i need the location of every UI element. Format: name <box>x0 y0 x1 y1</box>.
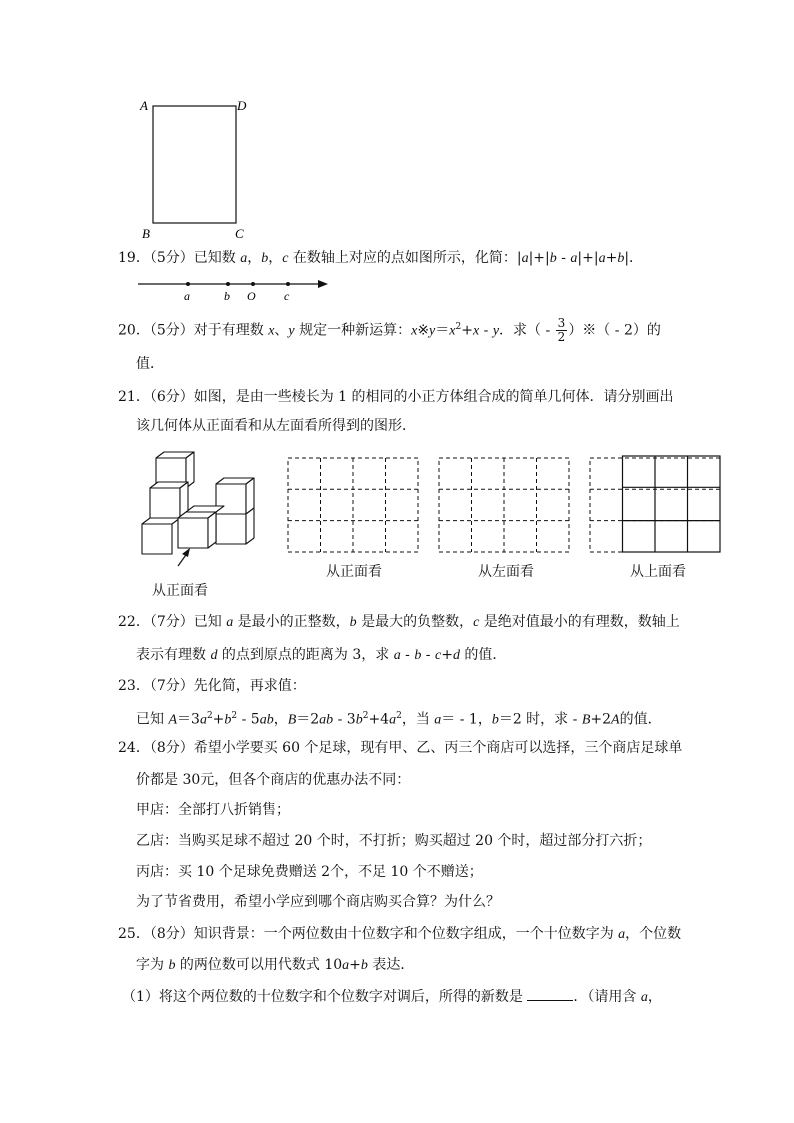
answer-blank[interactable] <box>527 986 573 1001</box>
question-25-line1: 25．（8分）知识背景：一个两位数由十位数字和个位数字组成，一个十位数字为 a，个位数 <box>118 926 682 942</box>
point-o-label: O <box>247 289 256 303</box>
vertex-d-label: D <box>237 98 247 113</box>
question-25-part1: （1）将这个两位数的十位数字和个位数字对调后，所得的新数是 ．（请用含 a， <box>122 986 662 1008</box>
point-b-label: b <box>224 289 230 303</box>
question-24-line4: 乙店：当购买足球不超过 20 个时，不打折；购买超过 20 个时，超过部分打六折； <box>136 833 652 849</box>
point-c-label: c <box>284 289 290 303</box>
vertex-b-label: B <box>142 226 150 241</box>
point-b <box>226 282 230 286</box>
top-view-grid <box>588 454 722 554</box>
arrow-right-icon <box>318 280 328 288</box>
rectangle-abcd <box>153 106 236 223</box>
vertex-a-label: A <box>140 98 148 113</box>
question-24-line3: 甲店：全部打八折销售； <box>136 802 290 818</box>
question-21-line1: 21．（6分）如图，是由一些棱长为 1 的相同的小正方体组合成的简单几何体．请分别画出 <box>118 389 674 405</box>
left-view-caption: 从左面看 <box>478 563 534 579</box>
point-c <box>286 282 290 286</box>
question-22-line1: 22．（7分）已知 a 是最小的正整数，b 是最大的负整数，c 是绝对值最小的有理数，数轴上 <box>118 614 680 630</box>
rectangle-abcd-figure <box>136 96 256 242</box>
vertex-c-label: C <box>235 226 244 241</box>
fraction-three-halves: $\frac{3}{2}$ <box>557 316 566 345</box>
point-a <box>186 282 190 286</box>
question-24-line6: 为了节省费用，希望小学应到哪个商店购买合算？为什么？ <box>136 894 500 910</box>
question-24-line2: 价都是 30元，但各个商店的优惠办法不同： <box>136 772 411 788</box>
cube-solid-figure <box>138 448 262 580</box>
top-view-caption: 从上面看 <box>630 563 686 579</box>
point-a-label: a <box>184 289 190 303</box>
question-25-line2: 字为 b 的两位数可以用代数式 10a+b 表达． <box>136 957 415 973</box>
question-20-line2: 值． <box>136 356 164 372</box>
solid-caption: 从正面看 <box>152 582 208 598</box>
question-24-line1: 24．（8分）希望小学要买 60 个足球，现有甲、乙、丙三个商店可以选择，三个商店足球单 <box>118 740 683 756</box>
arrow-up-icon <box>182 548 190 557</box>
question-23-line2: 已知 $A=3a^2+b^2 - 5ab$，$B=2ab - 3b^2+4a^2$，当 a＝ - 1，b＝2 时，求 - B+2A的值． <box>136 711 662 728</box>
number-line <box>136 274 336 304</box>
question-20: 20．（5分）对于有理数 x、y 规定一种新运算：$x※y=x^2+x - y$．求（ - $\frac{3}{2}$ ）※（ - 2）的 <box>118 316 661 345</box>
left-view-grid <box>437 456 571 554</box>
question-19: 19．（5分）已知数 a，b，c 在数轴上对应的点如图所示，化简：|a|+|b - a|+|a+b|． <box>118 250 644 266</box>
question-22-line2: 表示有理数 d 的点到原点的距离为 3，求 a - b - c+d 的值． <box>136 647 507 663</box>
front-view-grid <box>286 456 420 554</box>
question-23-line1: 23．（7分）先化简，再求值： <box>118 678 306 694</box>
question-24-line5: 丙店：买 10 个足球免费赠送 2个，不足 10 个不赠送； <box>136 864 483 880</box>
front-view-caption: 从正面看 <box>326 563 382 579</box>
point-o <box>251 282 255 286</box>
question-21-line2: 该几何体从正面看和从左面看所得到的图形． <box>136 418 416 434</box>
